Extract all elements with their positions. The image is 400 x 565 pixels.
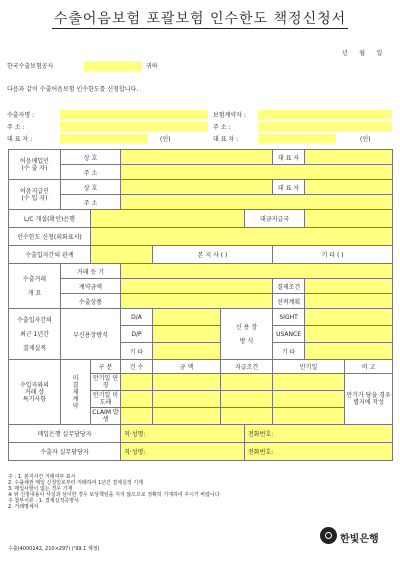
recent-label-1: 수입자와의 bbox=[20, 381, 49, 389]
lc-bank-label: L/C 개설(확인)은행 bbox=[9, 210, 91, 228]
form-title bbox=[0, 8, 400, 28]
collecting-bank-label-1: 어음지급인 bbox=[20, 187, 49, 195]
lc-method-label-2: 방 식 bbox=[239, 337, 254, 345]
sub-row-not-due: 만기일 미도래 bbox=[91, 391, 121, 408]
manager-buy-name-field[interactable]: 직·성명: bbox=[121, 425, 245, 443]
contractor-address-field[interactable] bbox=[258, 122, 392, 131]
dp-field[interactable] bbox=[153, 326, 221, 343]
table-row bbox=[9, 264, 393, 279]
trade-name-label: 상 호 bbox=[61, 180, 121, 195]
other-field[interactable] bbox=[153, 343, 221, 360]
day-label: 일 bbox=[376, 50, 383, 57]
note-line: ※ 위 신청내용이 사실과 상이한 경우 보상책임을 지지 않으므로 정확히 기재하여 주시기 바랍니다 bbox=[8, 492, 220, 498]
overdue-count[interactable] bbox=[121, 374, 153, 391]
claim-amount[interactable] bbox=[153, 408, 221, 425]
address-label: 주 소 bbox=[61, 165, 121, 180]
unsettled-label bbox=[61, 360, 91, 425]
table-row bbox=[9, 360, 393, 374]
note-line: 3. 매입사항이 없는 경우 기재 bbox=[8, 486, 73, 492]
not-due-count[interactable] bbox=[121, 391, 153, 408]
trade-name-label: 상 호 bbox=[61, 150, 121, 165]
claim-terms[interactable] bbox=[221, 408, 273, 425]
not-due-maturity[interactable] bbox=[273, 391, 345, 408]
limit-request-label: 인수한도 신청(외화표시) bbox=[9, 228, 91, 246]
contractor-seal: (인) bbox=[360, 136, 371, 143]
sight-label: SIGHT bbox=[273, 309, 305, 326]
transaction-label-1: 수출거래 bbox=[22, 275, 47, 283]
settle-terms-label: 결제조건 bbox=[273, 279, 305, 294]
da-label: D/A bbox=[121, 309, 153, 326]
sub-row-overdue: 만기일 연 경 bbox=[91, 374, 121, 391]
note-line: 2. 수출채권 매입 신청일로부터 거래하여 1년간 결제실적 기재 bbox=[8, 480, 143, 486]
lc-method-label bbox=[221, 309, 273, 360]
col-maturity: 만기일 bbox=[273, 360, 345, 374]
manager-buy-phone-field[interactable]: 전화번호: bbox=[245, 425, 393, 443]
contract-amount-label: 계약금액 bbox=[61, 279, 121, 294]
note-line: 주 : 1. 본지사간 거래여부 표시 bbox=[8, 474, 76, 480]
exporter-name-label: 수출자명 : bbox=[7, 112, 35, 119]
limit-request-field[interactable] bbox=[91, 228, 393, 246]
application-table bbox=[8, 149, 393, 461]
past-year-label-1: 수출입자간의 bbox=[17, 316, 52, 324]
table-row bbox=[9, 309, 393, 326]
buying-bank-label-1: 어음매입인 bbox=[20, 157, 49, 165]
lc-method-label-1: 신 용 장 bbox=[235, 323, 258, 331]
sight-field[interactable] bbox=[305, 309, 393, 326]
shipment-plan-field[interactable] bbox=[305, 294, 393, 309]
buying-bank-label bbox=[9, 150, 61, 180]
col-category: 구 분 bbox=[91, 360, 121, 374]
bank-logo-icon bbox=[320, 527, 337, 544]
transaction-label-2: 개 요 bbox=[27, 289, 42, 297]
unsettled-char-2: 결 bbox=[72, 381, 79, 389]
recent-label bbox=[9, 360, 61, 425]
exporter-address-field[interactable] bbox=[60, 122, 208, 131]
unsettled-char-1: 미 bbox=[72, 374, 79, 382]
sub-row-claim: CLAIM 발 생 bbox=[92, 409, 119, 423]
other-option[interactable]: 기 타 ( ) bbox=[273, 246, 393, 264]
da-field[interactable] bbox=[153, 309, 221, 326]
buying-bank-address-field[interactable] bbox=[121, 165, 393, 180]
col-count: 건 수 bbox=[121, 360, 153, 374]
note-line: 2. 거래명세서 bbox=[8, 504, 39, 510]
export-goods-label: 수출상품 bbox=[61, 294, 121, 309]
bank-country-label: 대금지급국 bbox=[245, 210, 305, 228]
notes bbox=[8, 474, 220, 510]
rep-label: 대 표 자 bbox=[273, 180, 305, 195]
recent-label-2: 거래 상 bbox=[24, 388, 45, 396]
unsettled-char-5: 약 bbox=[72, 402, 79, 410]
other2-field[interactable] bbox=[305, 343, 393, 360]
overdue-terms[interactable] bbox=[221, 374, 273, 391]
contractor-name-label: 보험계약자 : bbox=[213, 112, 246, 119]
trade-period-field[interactable] bbox=[121, 264, 393, 279]
head-office-option[interactable]: 본 지 사 ( ) bbox=[153, 246, 273, 264]
exporter-name-field[interactable] bbox=[60, 110, 208, 119]
year-label: 년 bbox=[342, 50, 348, 57]
table-row bbox=[9, 425, 393, 443]
exporter-rep-label: 대 표 자 : bbox=[7, 136, 33, 143]
contract-amount-field[interactable] bbox=[121, 279, 273, 294]
transaction-label bbox=[9, 264, 61, 309]
not-due-amount[interactable] bbox=[153, 391, 221, 408]
claim-maturity[interactable] bbox=[273, 408, 345, 425]
buying-bank-rep-field[interactable] bbox=[305, 150, 393, 165]
table-row bbox=[9, 246, 393, 264]
collecting-bank-label-2: (수 입 자) bbox=[21, 194, 48, 202]
dp-label: D/P bbox=[121, 326, 153, 343]
col-amount: 금 액 bbox=[153, 360, 221, 374]
contractor-rep-field[interactable] bbox=[258, 134, 336, 143]
export-goods-field[interactable] bbox=[121, 294, 273, 309]
note-line: 주 첨부서류 : 1. 결제실적증명서 bbox=[8, 498, 79, 504]
buying-bank-label-2: (수 출 자) bbox=[21, 164, 48, 172]
buying-bank-name-field[interactable] bbox=[121, 150, 273, 165]
month-label: 월 bbox=[359, 50, 366, 57]
rep-label: 대 표 자 bbox=[273, 150, 305, 165]
table-row bbox=[9, 210, 393, 228]
bank-logo-text: 한빛은행 bbox=[340, 534, 379, 545]
usance-label: USANCE bbox=[273, 326, 305, 343]
contractor-address-label: 주 소 : bbox=[213, 124, 231, 131]
usance-field[interactable] bbox=[305, 326, 393, 343]
manager-exp-phone-field[interactable]: 전화번호: bbox=[245, 443, 393, 461]
col-remarks: 비 고 bbox=[345, 360, 393, 374]
other2-label: 기 타 bbox=[273, 343, 305, 360]
table-row bbox=[9, 294, 393, 309]
table-row bbox=[9, 150, 393, 165]
remarks-cell: 만기가 당을 경우 별지에 작성 bbox=[345, 374, 393, 425]
manager-exp-label: 수출자 실무담당자 bbox=[9, 443, 121, 461]
recent-label-3: 특기사항 bbox=[22, 395, 47, 403]
unsettled-char-4: 계 bbox=[72, 395, 79, 403]
not-due-terms[interactable] bbox=[221, 391, 273, 408]
exporter-rep-field[interactable] bbox=[60, 134, 148, 143]
intro-text: 다음과 같이 수출어음보험 인수한도를 신청합니다. bbox=[7, 86, 139, 93]
col-payterms: 지급조건 bbox=[221, 360, 273, 374]
addressee-org: 한국수출보험공사 bbox=[7, 63, 54, 70]
contractor-rep-label: 대 표 자 : bbox=[213, 136, 239, 143]
bank-country-field[interactable] bbox=[305, 210, 393, 228]
lc-bank-field[interactable] bbox=[91, 210, 245, 228]
past-year-label bbox=[9, 309, 61, 360]
payment-method-label: 부신용장방식 bbox=[61, 309, 121, 360]
table-row bbox=[9, 443, 393, 461]
relation-field[interactable] bbox=[91, 246, 153, 264]
table-row bbox=[9, 165, 393, 180]
unsettled-char-3: 제 bbox=[72, 388, 79, 396]
collecting-bank-name-field[interactable] bbox=[121, 180, 273, 195]
form-code: 수출(4000142, 210×297) ('99.1 제정) bbox=[8, 546, 100, 552]
table-row bbox=[9, 195, 393, 210]
trade-period-label: 거래 등 기 bbox=[61, 264, 121, 279]
collecting-bank-label bbox=[9, 180, 61, 210]
address-label: 주 소 bbox=[61, 195, 121, 210]
overdue-amount[interactable] bbox=[153, 374, 221, 391]
addressee-suffix: 귀하 bbox=[146, 63, 158, 70]
title-text: 수출어음보험 포괄보험 인수한도 책정신청서 bbox=[53, 11, 347, 27]
date-line bbox=[342, 50, 382, 58]
past-year-label-3: 결제실적 bbox=[22, 344, 47, 352]
past-year-label-2: 최근 1년간 bbox=[20, 330, 49, 338]
exporter-address-label: 주 소 : bbox=[7, 124, 25, 131]
table-row bbox=[9, 228, 393, 246]
claim-count[interactable] bbox=[121, 408, 153, 425]
manager-exp-name-field[interactable]: 직·성명: bbox=[121, 443, 245, 461]
collecting-bank-rep-field[interactable] bbox=[305, 180, 393, 195]
overdue-maturity[interactable] bbox=[273, 374, 345, 391]
table-row bbox=[9, 279, 393, 294]
contractor-name-field[interactable] bbox=[258, 110, 392, 119]
table-row bbox=[9, 180, 393, 195]
other-label: 기 타 bbox=[121, 343, 153, 360]
relation-label: 수출입자간의 관계 bbox=[9, 246, 91, 264]
collecting-bank-address-field[interactable] bbox=[121, 195, 393, 210]
exporter-seal: (인) bbox=[160, 136, 171, 143]
shipment-plan-label: 선적계획 bbox=[273, 294, 305, 309]
manager-buy-label: 매입은행 실무담당자 bbox=[9, 425, 121, 443]
addressee-field[interactable] bbox=[84, 61, 142, 71]
settle-terms-field[interactable] bbox=[305, 279, 393, 294]
